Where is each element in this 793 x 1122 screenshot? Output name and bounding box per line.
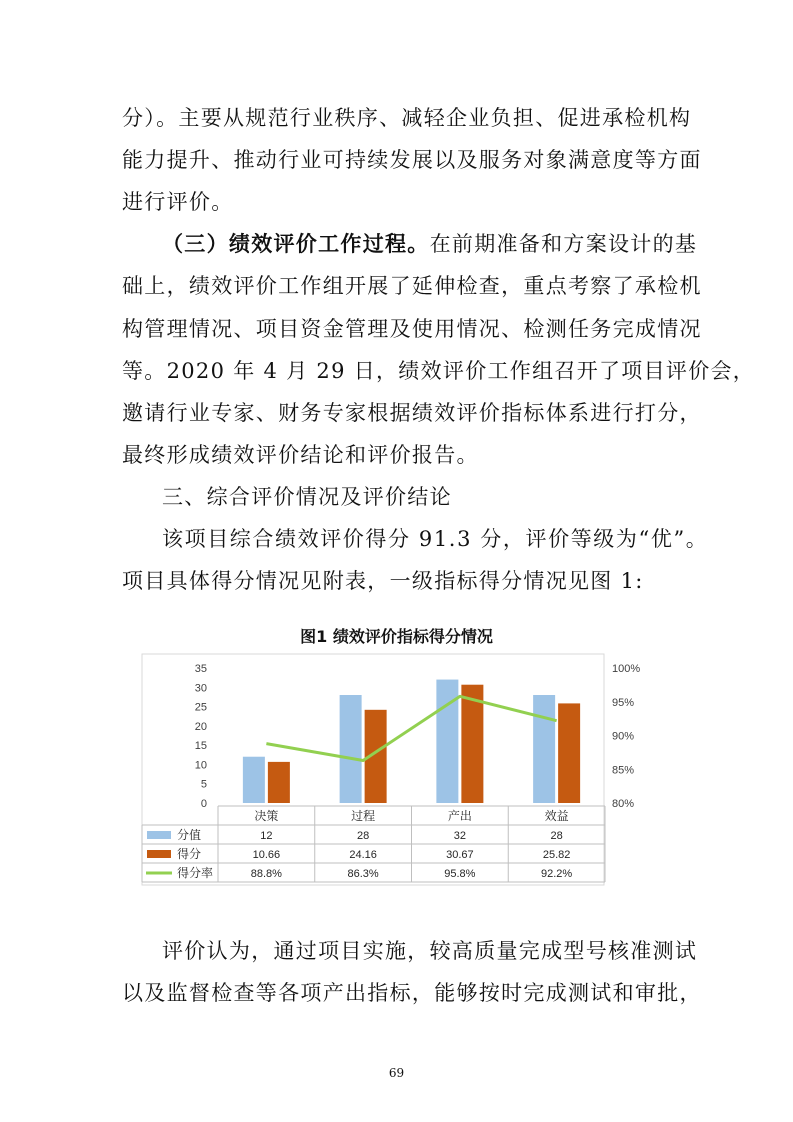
y-right-tick-label: 100% — [612, 663, 641, 675]
data-label: 28 — [357, 830, 370, 842]
legend-label: 分值 — [177, 828, 202, 842]
bar — [558, 703, 580, 803]
category-label: 决策 — [254, 809, 279, 823]
category-label: 产出 — [447, 809, 472, 823]
paragraph-line: 以及监督检查等各项产出指标，能够按时完成测试和审批， — [122, 981, 702, 1005]
section-subheading: （三）绩效评价工作过程。 — [162, 232, 430, 256]
y-right-tick-label: 85% — [612, 764, 635, 777]
paragraph-line: 评价认为，通过项目实施，较高质量完成型号核准测试 — [162, 939, 698, 963]
bar — [436, 680, 458, 803]
paragraph-line: 等。2020 年 4 月 29 日，绩效评价工作组召开了项目评价会， — [122, 359, 756, 383]
paragraph-line: 分）。主要从规范行业秩序、减轻企业负担、促进承检机构 — [122, 106, 692, 130]
y-left-tick-label: 30 — [194, 682, 207, 695]
y-right-tick-label: 80% — [612, 798, 635, 810]
category-label: 过程 — [351, 809, 376, 823]
paragraph-line: 最终形成绩效评价结论和评价报告。 — [122, 443, 479, 467]
data-label: 12 — [260, 830, 273, 842]
y-left-tick-label: 15 — [194, 740, 207, 753]
y-left-tick-label: 35 — [194, 663, 207, 675]
paragraph-line: 项目具体得分情况见附表，一级指标得分情况见图 1: — [122, 569, 644, 593]
paragraph-line: 构管理情况、项目资金管理及使用情况、检测任务完成情况 — [122, 317, 702, 341]
data-label: 30.67 — [446, 849, 474, 861]
data-label: 88.8% — [250, 868, 282, 880]
paragraph-line: 能力提升、推动行业可持续发展以及服务对象满意度等方面 — [122, 148, 702, 172]
y-left-tick-label: 20 — [194, 720, 207, 733]
paragraph-text: 在前期准备和方案设计的基 — [429, 232, 698, 256]
data-label: 24.16 — [349, 849, 377, 861]
data-label: 95.8% — [444, 868, 476, 880]
data-label: 86.3% — [347, 868, 379, 880]
chart-title: 图1 绩效评价指标得分情况 — [300, 627, 493, 646]
bar — [268, 762, 290, 803]
paragraph-line: 邀请行业专家、财务专家根据绩效评价指标体系进行打分， — [122, 401, 702, 425]
paragraph-line — [162, 230, 698, 258]
legend-swatch — [147, 850, 171, 858]
legend-label: 得分率 — [177, 866, 214, 880]
bar — [533, 695, 555, 803]
page-number: 69 — [388, 1066, 405, 1080]
y-right-tick-label: 90% — [612, 730, 635, 743]
data-label: 28 — [550, 830, 563, 842]
legend-label: 得分 — [177, 847, 202, 861]
bar — [461, 685, 483, 803]
data-label: 92.2% — [541, 868, 573, 880]
data-label: 25.82 — [542, 849, 571, 861]
data-label: 10.66 — [252, 849, 281, 861]
category-label: 效益 — [544, 809, 569, 823]
series-line — [266, 696, 556, 760]
bar — [340, 695, 362, 803]
y-left-tick-label: 10 — [194, 759, 207, 772]
legend-swatch — [147, 831, 171, 839]
section-heading: 三、综合评价情况及评价结论 — [162, 485, 452, 509]
chart-frame — [142, 654, 604, 885]
y-left-tick-label: 25 — [194, 701, 207, 714]
paragraph-line: 该项目综合绩效评价得分 91.3 分，评价等级为“优”。 — [162, 527, 709, 551]
paragraph-line: 础上，绩效评价工作组开展了延伸检查，重点考察了承检机 — [122, 274, 702, 298]
paragraph-line: 进行评价。 — [122, 190, 234, 214]
bar — [365, 710, 387, 803]
bar — [243, 757, 265, 803]
y-left-tick-label: 0 — [200, 798, 207, 810]
y-right-tick-label: 95% — [612, 696, 635, 709]
y-left-tick-label: 5 — [200, 778, 207, 791]
data-label: 32 — [453, 830, 466, 842]
